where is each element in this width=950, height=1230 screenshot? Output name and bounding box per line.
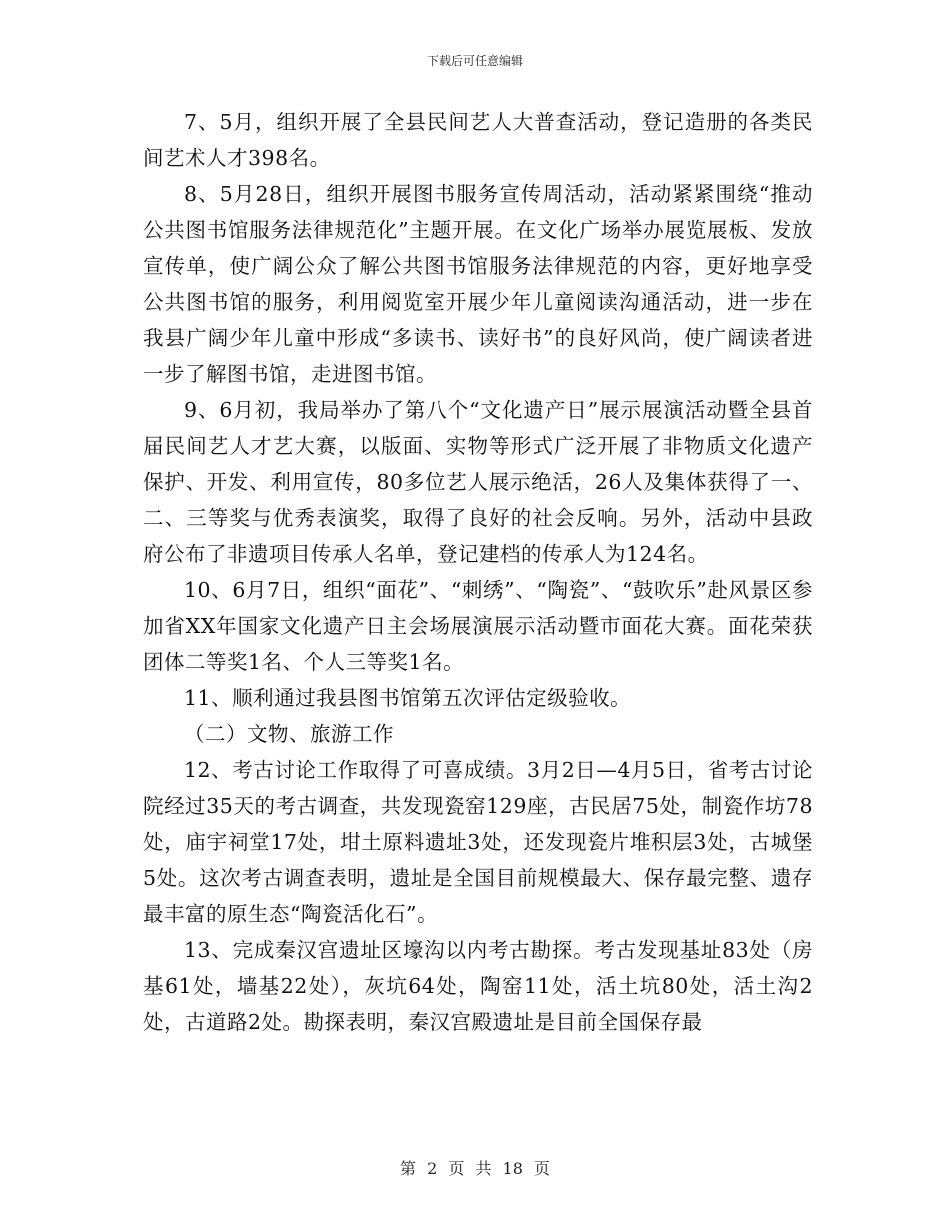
section-heading-cultural-relics-tourism: （二）文物、旅游工作 bbox=[184, 722, 394, 746]
paragraph-12: 12、考古讨论工作取得了可喜成绩。3月2日—4月5日，省考古讨论院经过35天的考古调查，共发现瓷窑129座，古民居75处，制瓷作坊78处，庙宇祠堂17处，坩土原料遗址3处，还发现瓷片堆积层3处，古城堡5处。这次考古调查表明，遗址是全国目前规模最大、保存最完整、遗存最丰富的原生态“陶瓷活化石”。 bbox=[143, 758, 813, 926]
page-number-footer: 第 2 页 共 18 页 bbox=[400, 1159, 550, 1178]
paragraph-10: 10、6月7日，组织“面花”、“刺绣”、“陶瓷”、“鼓吹乐”赴风景区参加省XX年国家文化遗产日主会场展演展示活动暨市面花大赛。面花荣获团体二等奖1名、个人三等奖1名。 bbox=[143, 578, 813, 674]
paragraph-13: 13、完成秦汉宫遗址区壕沟以内考古勘探。考古发现基址83处（房基61处，墙基22处），灰坑64处，陶窑11处，活土坑80处，活土沟2处，古道路2处。勘探表明，秦汉宫殿遗址是目前全国保存最 bbox=[143, 938, 813, 1034]
paragraph-8: 8、5月28日，组织开展图书服务宣传周活动，活动紧紧围绕“推动公共图书馆服务法律规范化”主题开展。在文化广场举办展览展板、发放宣传单，使广阔公众了解公共图书馆服务法律规范的内容，更好地享受公共图书馆的服务，利用阅览室开展少年儿童阅读沟通活动，进一步在我县广阔少年儿童中形成“多读书、读好书”的良好风尚，使广阔读者进一步了解图书馆，走进图书馆。 bbox=[143, 182, 813, 386]
paragraph-9: 9、6月初，我局举办了第八个“文化遗产日”展示展演活动暨全县首届民间艺人才艺大赛，以版面、实物等形式广泛开展了非物质文化遗产保护、开发、利用宣传，80多位艺人展示绝活，26人及集体获得了一、二、三等奖与优秀表演奖，取得了良好的社会反响。另外，活动中县政府公布了非遗项目传承人名单，登记建档的传承人为124名。 bbox=[143, 398, 813, 566]
page-header-note: 下载后可任意编辑 bbox=[426, 54, 523, 68]
paragraph-11: 11、顺利通过我县图书馆第五次评估定级验收。 bbox=[184, 686, 632, 710]
document-body bbox=[143, 104, 813, 1040]
paragraph-7: 7、5月，组织开展了全县民间艺人大普查活动，登记造册的各类民间艺术人才398名。 bbox=[143, 110, 813, 170]
